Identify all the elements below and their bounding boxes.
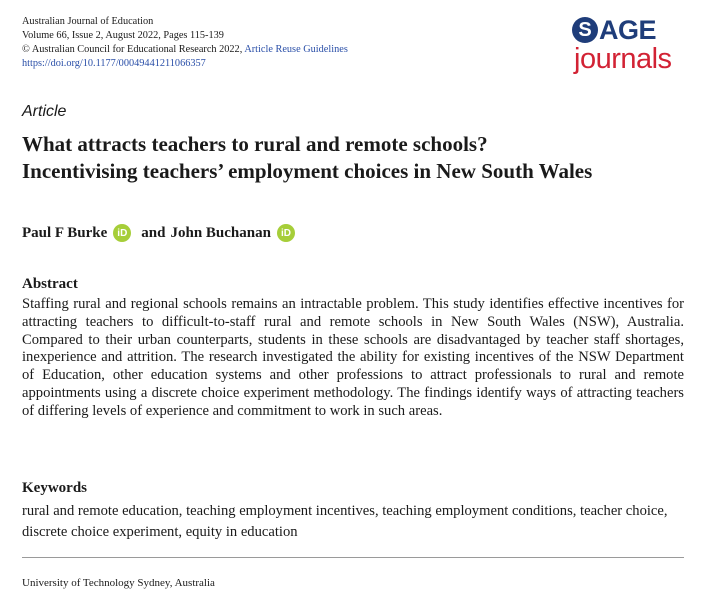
- article-title: [22, 131, 702, 185]
- doi-link[interactable]: https://doi.org/10.1177/00049441211066357: [22, 58, 206, 69]
- author-affiliation: University of Technology Sydney, Australia: [22, 577, 215, 589]
- journal-metadata: [22, 15, 348, 71]
- sage-text: AGE: [599, 14, 657, 45]
- author-name[interactable]: Paul F Burke: [22, 224, 108, 241]
- journals-text: journals: [574, 43, 672, 75]
- footer-divider: [22, 557, 684, 558]
- orcid-icon[interactable]: iD: [113, 224, 131, 242]
- journal-name: Australian Journal of Education: [22, 16, 154, 27]
- title-line-2: Incentivising teachers’ employment choices in New South Wales: [22, 159, 593, 183]
- copyright-text: © Australian Council for Educational Research 2022,: [22, 44, 243, 55]
- copyright-line: [22, 43, 348, 57]
- keywords-heading: Keywords: [22, 480, 87, 496]
- keywords-text: rural and remote education, teaching employment incentives, teaching employment conditions, teacher choice, discrete choice experiment, equity in education: [22, 503, 668, 540]
- sage-circle-icon: S: [572, 17, 598, 43]
- author-list: [22, 224, 305, 242]
- title-line-1: What attracts teachers to rural and remote schools?: [22, 132, 488, 156]
- abstract-text: Staffing rural and regional schools remains an intractable problem. This study identifies effective incentives for attracting teachers to difficult-to-staff rural and remote schools in New South Wales (NSW), Australia. Compared to their urban counterparts, students in these schools are disadvantaged by teacher staff shortages, inexperience and attrition. The research investigated the ability for existing incentives of the NSW Department of Education, other education systems and other professions to attract professionals to rural and remote appointments using a discrete choice experiment methodology. The findings identify ways of attracting teachers of differing levels of experience and commitment to work in such areas.: [22, 296, 684, 419]
- article-type-label: Article: [22, 103, 67, 120]
- author-conjunction: and: [141, 224, 166, 241]
- abstract-heading: Abstract: [22, 276, 78, 292]
- sage-journals-logo: [572, 14, 690, 80]
- orcid-icon[interactable]: iD: [277, 224, 295, 242]
- author-name[interactable]: John Buchanan: [170, 224, 271, 241]
- volume-issue: Volume 66, Issue 2, August 2022, Pages 115-139: [22, 30, 224, 41]
- sage-wordmark: [572, 14, 656, 46]
- article-reuse-link[interactable]: Article Reuse Guidelines: [244, 44, 348, 55]
